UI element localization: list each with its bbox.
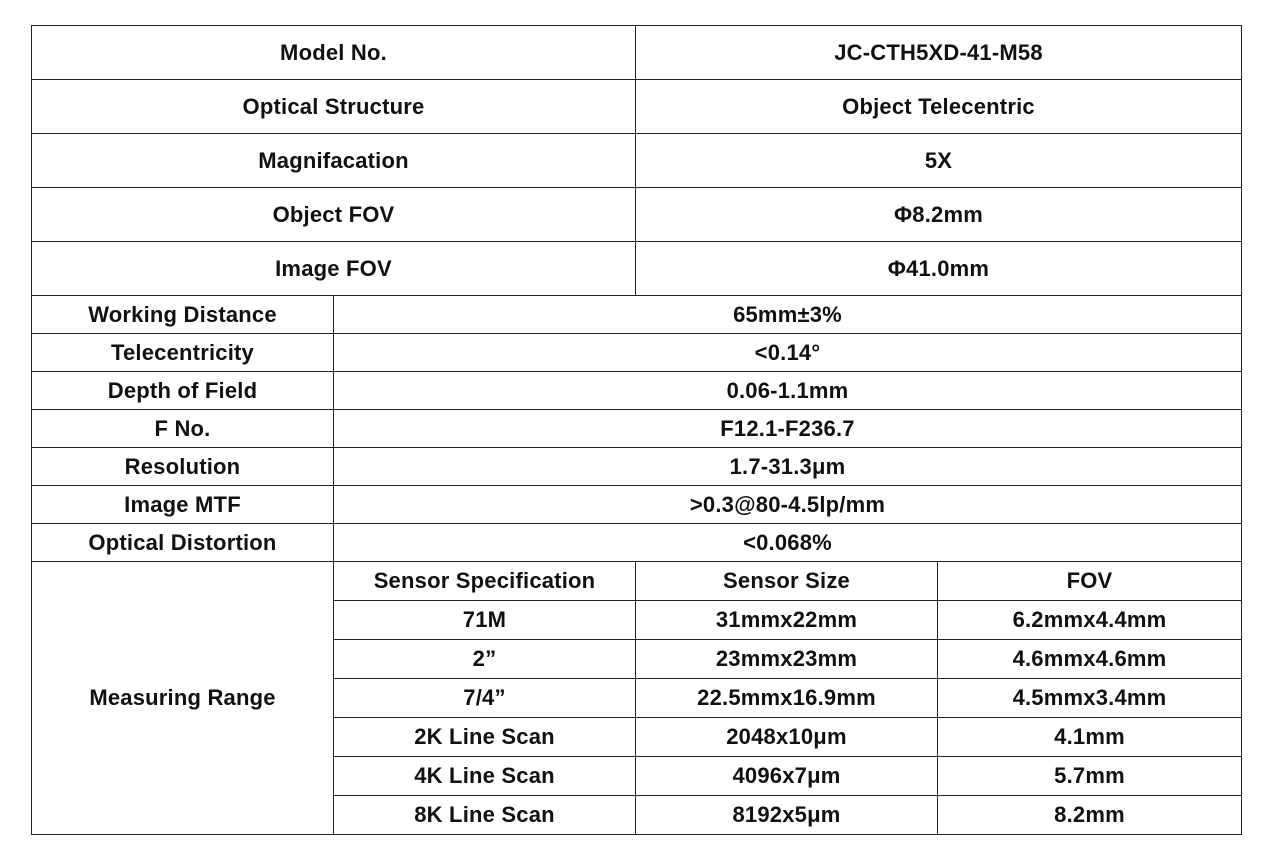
sensor-size-cell: 2048x10μm [636, 718, 938, 757]
spec-label: Optical Distortion [32, 524, 334, 562]
measuring-range-label: Measuring Range [32, 562, 334, 835]
fov-cell: 6.2mmx4.4mm [938, 601, 1242, 640]
sensor-spec-cell: 4K Line Scan [334, 757, 636, 796]
spec-label: Working Distance [32, 296, 334, 334]
spec-label: F No. [32, 410, 334, 448]
table-row [32, 242, 1242, 296]
table-row [32, 296, 1242, 334]
spec-value: JC-CTH5XD-41-M58 [636, 26, 1242, 80]
sensor-size-cell: 4096x7μm [636, 757, 938, 796]
spec-value: Φ41.0mm [636, 242, 1242, 296]
spec-value: >0.3@80-4.5lp/mm [334, 486, 1242, 524]
fov-cell: 4.5mmx3.4mm [938, 679, 1242, 718]
table-row [32, 524, 1242, 562]
spec-label: Magnifacation [32, 134, 636, 188]
spec-value: Object Telecentric [636, 80, 1242, 134]
spec-label: Image FOV [32, 242, 636, 296]
table-row [32, 372, 1242, 410]
sensor-spec-cell: 2K Line Scan [334, 718, 636, 757]
table-row [32, 410, 1242, 448]
spec-label: Depth of Field [32, 372, 334, 410]
column-header: Sensor Size [636, 562, 938, 601]
table-row [32, 486, 1242, 524]
spec-value: 65mm±3% [334, 296, 1242, 334]
spec-value: <0.068% [334, 524, 1242, 562]
spec-value: <0.14° [334, 334, 1242, 372]
spec-value: 1.7-31.3μm [334, 448, 1242, 486]
spec-label: Object FOV [32, 188, 636, 242]
sensor-spec-cell: 2” [334, 640, 636, 679]
column-header: Sensor Specification [334, 562, 636, 601]
spec-value: F12.1-F236.7 [334, 410, 1242, 448]
sensor-size-cell: 23mmx23mm [636, 640, 938, 679]
table-row [32, 188, 1242, 242]
sensor-spec-cell: 71M [334, 601, 636, 640]
sensor-size-cell: 8192x5μm [636, 796, 938, 835]
table-row [32, 562, 1242, 601]
spec-label: Image MTF [32, 486, 334, 524]
fov-cell: 8.2mm [938, 796, 1242, 835]
spec-label: Telecentricity [32, 334, 334, 372]
spec-table [31, 25, 1242, 835]
fov-cell: 5.7mm [938, 757, 1242, 796]
sensor-size-cell: 31mmx22mm [636, 601, 938, 640]
sensor-spec-cell: 7/4” [334, 679, 636, 718]
sensor-spec-cell: 8K Line Scan [334, 796, 636, 835]
table-row [32, 80, 1242, 134]
spec-label: Optical Structure [32, 80, 636, 134]
spec-value: Φ8.2mm [636, 188, 1242, 242]
spec-label: Resolution [32, 448, 334, 486]
table-row [32, 448, 1242, 486]
fov-cell: 4.6mmx4.6mm [938, 640, 1242, 679]
column-header: FOV [938, 562, 1242, 601]
spec-value: 5X [636, 134, 1242, 188]
fov-cell: 4.1mm [938, 718, 1242, 757]
sensor-size-cell: 22.5mmx16.9mm [636, 679, 938, 718]
spec-label: Model No. [32, 26, 636, 80]
table-row [32, 334, 1242, 372]
table-row [32, 134, 1242, 188]
spec-value: 0.06-1.1mm [334, 372, 1242, 410]
table-row [32, 26, 1242, 80]
